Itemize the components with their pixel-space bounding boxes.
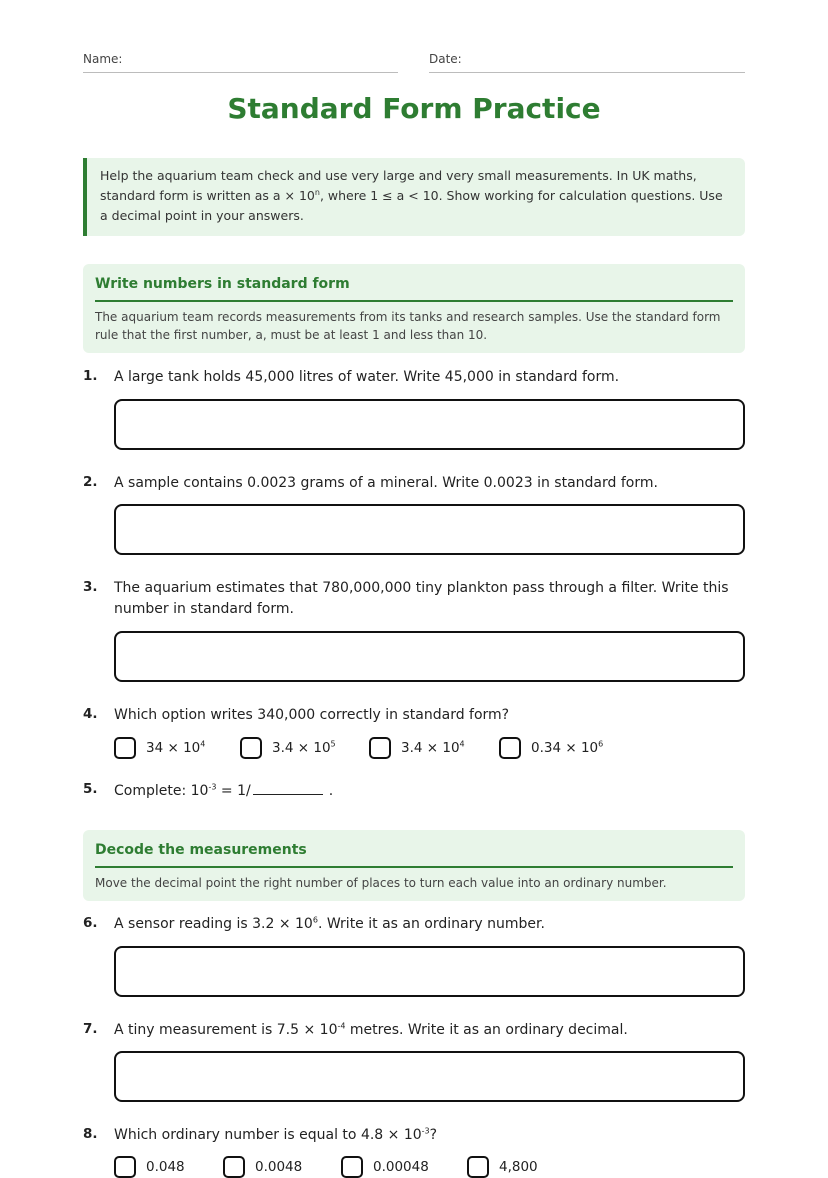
page-title: Standard Form Practice <box>227 92 601 125</box>
section-decode <box>83 830 745 901</box>
question-text: A sensor reading is $3.2 \times 10^6$. Write it as an ordinary number. <box>114 915 545 932</box>
option-q4-c[interactable] <box>369 737 465 759</box>
checkbox[interactable] <box>114 737 136 759</box>
question-number: 8. <box>83 1126 98 1142</box>
question-number: 1. <box>83 368 98 384</box>
answer-box-q6[interactable] <box>114 946 745 997</box>
option-label: 4,800 <box>499 1159 538 1175</box>
question-text: Which ordinary number is equal to $4.8 \times 10^{-3}$? <box>114 1126 438 1143</box>
section-title: Write numbers in standard form <box>95 274 733 302</box>
option-label: 0.00048 <box>373 1159 429 1175</box>
checkbox[interactable] <box>467 1156 489 1178</box>
section-description: The aquarium team records measurements from its tanks and research samples. Use the standard form rule that the first number, a, must be at least 1 and less than 10. <box>95 310 721 342</box>
fill-in-blank[interactable] <box>253 780 323 795</box>
name-label: Name: <box>83 52 123 66</box>
answer-box-q1[interactable] <box>114 399 745 450</box>
option-q4-a[interactable] <box>114 737 205 759</box>
option-label: $0.34 \times 10^6$ <box>531 739 604 756</box>
question-number: 4. <box>83 706 98 722</box>
question-number: 3. <box>83 579 98 595</box>
answer-box-q2[interactable] <box>114 504 745 555</box>
question-text: Complete: $10^{-3} = 1/$ . <box>114 780 744 802</box>
section-standard-form <box>83 264 745 353</box>
option-q8-d[interactable] <box>467 1156 538 1178</box>
question-number: 6. <box>83 915 98 931</box>
checkbox[interactable] <box>369 737 391 759</box>
option-label: $3.4 \times 10^4$ <box>401 739 465 756</box>
option-q8-b[interactable] <box>223 1156 302 1178</box>
section-title: Decode the measurements <box>95 840 733 868</box>
checkbox[interactable] <box>341 1156 363 1178</box>
option-label: $3.4 \times 10^5$ <box>272 739 336 756</box>
intro-text: Help the aquarium team check and use very large and very small measurements. In UK maths, standard form is written as a × 10 <box>100 168 697 203</box>
question-text: A large tank holds 45,000 litres of water. Write 45,000 in standard form. <box>114 369 620 385</box>
option-label: 0.0048 <box>255 1159 303 1175</box>
checkbox[interactable] <box>223 1156 245 1178</box>
question-number: 2. <box>83 474 98 490</box>
intro-text-rest: , where 1 ≤ a < 10. Show working for calculation questions. Use a decimal point in your answers. <box>100 188 723 223</box>
name-field[interactable] <box>83 52 398 73</box>
question-number: 5. <box>83 781 98 797</box>
answer-box-q3[interactable] <box>114 631 745 682</box>
intro-power: n <box>314 187 320 197</box>
option-label: $34 \times 10^4$ <box>146 739 206 756</box>
question-text: A sample contains 0.0023 grams of a mineral. Write 0.0023 in standard form. <box>114 475 658 491</box>
date-field[interactable] <box>429 52 745 73</box>
question-text: The aquarium estimates that 780,000,000 tiny plankton pass through a filter. Write this number in standard form. <box>114 580 729 617</box>
checkbox[interactable] <box>240 737 262 759</box>
intro-box <box>83 158 745 236</box>
date-label: Date: <box>429 52 462 66</box>
question-text: Which option writes 340,000 correctly in standard form? <box>114 707 510 723</box>
option-q4-b[interactable] <box>240 737 336 759</box>
question-text: A tiny measurement is $7.5 \times 10^{-4}$ metres. Write it as an ordinary decimal. <box>114 1021 628 1038</box>
option-label: 0.048 <box>146 1159 185 1175</box>
option-q8-c[interactable] <box>341 1156 429 1178</box>
section-description: Move the decimal point the right number of places to turn each value into an ordinary number. <box>95 876 667 890</box>
answer-box-q7[interactable] <box>114 1051 745 1102</box>
question-number: 7. <box>83 1021 98 1037</box>
option-q8-a[interactable] <box>114 1156 185 1178</box>
option-q4-d[interactable] <box>499 737 603 759</box>
checkbox[interactable] <box>499 737 521 759</box>
checkbox[interactable] <box>114 1156 136 1178</box>
